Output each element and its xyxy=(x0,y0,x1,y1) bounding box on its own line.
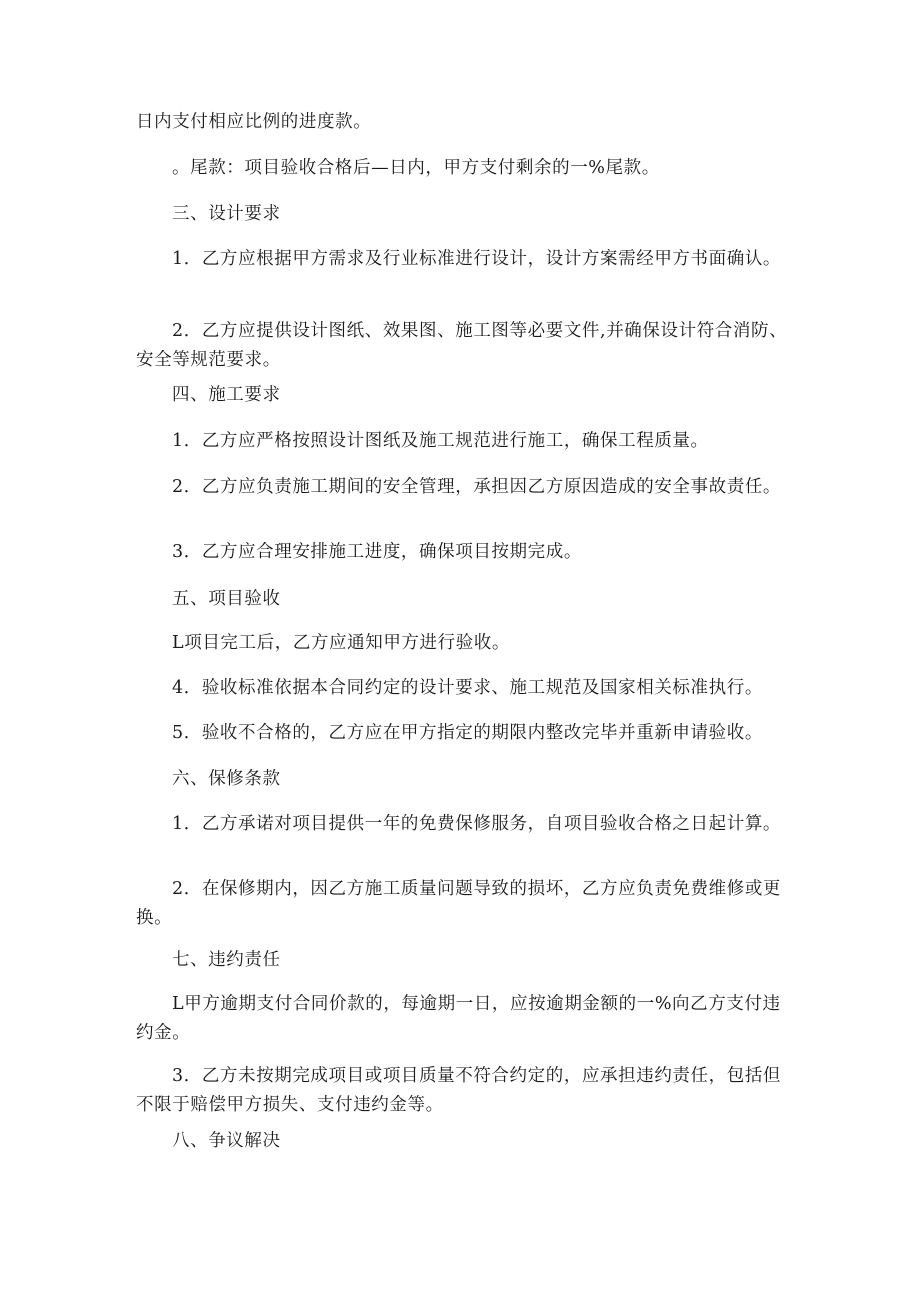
paragraph-design-item-2: 2．乙方应提供设计图纸、效果图、施工图等必要文件,并确保设计符合消防、安全等规范要求。 xyxy=(136,321,788,370)
paragraph-design-item-1: 1．乙方应根据甲方需求及行业标准进行设计，设计方案需经甲方书面确认。 xyxy=(172,249,782,269)
heading-dispute-resolution: 八、争议解决 xyxy=(172,1131,281,1151)
paragraph-warranty-item-1: 1．乙方承诺对项目提供一年的免费保修服务，自项目验收合格之日起计算。 xyxy=(172,814,782,834)
heading-project-acceptance: 五、项目验收 xyxy=(172,589,281,609)
paragraph-acceptance-item-4: 4．验收标准依据本合同约定的设计要求、施工规范及国家相关标准执行。 xyxy=(172,678,763,698)
heading-design-requirements: 三、设计要求 xyxy=(172,204,281,224)
paragraph-final-payment: 。尾款：项目验收合格后—日内，甲方支付剩余的一%尾款。 xyxy=(172,158,660,178)
paragraph-construction-item-3: 3．乙方应合理安排施工进度，确保项目按期完成。 xyxy=(172,542,582,562)
paragraph-progress-payment-tail: 日内支付相应比例的进度款。 xyxy=(136,112,372,132)
heading-breach-liability: 七、违约责任 xyxy=(172,950,281,970)
paragraph-construction-item-1: 1．乙方应严格按照设计图纸及施工规范进行施工，确保工程质量。 xyxy=(172,431,709,451)
heading-construction-requirements: 四、施工要求 xyxy=(172,385,281,405)
heading-warranty-terms: 六、保修条款 xyxy=(172,769,281,789)
paragraph-breach-item-3: 3．乙方未按期完成项目或项目质量不符合约定的，应承担违约责任，包括但不限于赔偿甲方损失、支付违约金等。 xyxy=(136,1066,782,1115)
paragraph-acceptance-item-5: 5．验收不合格的，乙方应在甲方指定的期限内整改完毕并重新申请验收。 xyxy=(172,723,763,743)
paragraph-acceptance-item-1: L项目完工后，乙方应通知甲方进行验收。 xyxy=(172,633,511,653)
paragraph-breach-item-1: L甲方逾期支付合同价款的，每逾期一日，应按逾期金额的一%向乙方支付违约金。 xyxy=(136,994,781,1043)
paragraph-warranty-item-2: 2．在保修期内，因乙方施工质量问题导致的损坏，乙方应负责免费维修或更换。 xyxy=(136,879,782,928)
paragraph-construction-item-2: 2．乙方应负责施工期间的安全管理，承担因乙方原因造成的安全事故责任。 xyxy=(172,477,782,497)
